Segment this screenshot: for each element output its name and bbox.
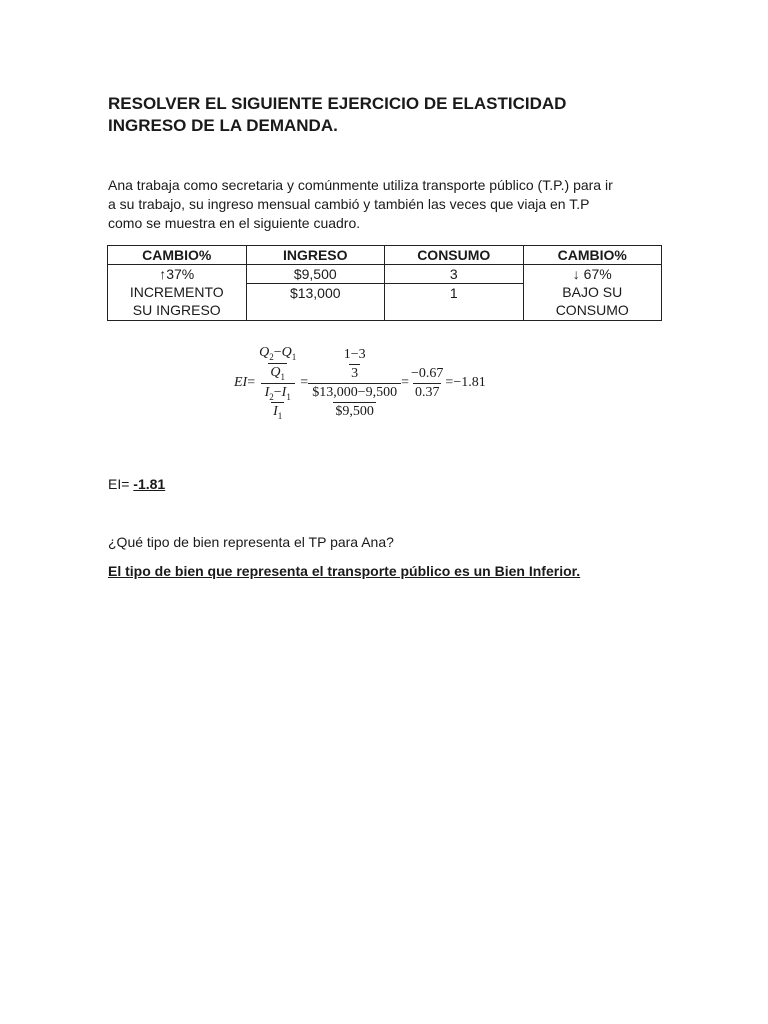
document-title	[108, 93, 668, 137]
q-subscript: 2	[269, 351, 274, 362]
formula-substituted-fraction	[308, 347, 401, 420]
header-income-change: CAMBIO%	[108, 246, 247, 265]
formula-income-denominator	[271, 402, 284, 421]
result-label: EI=	[108, 476, 130, 492]
formula-symbolic-fraction	[255, 345, 300, 421]
intro-line-3: como se muestra en el siguiente cuadro.	[108, 215, 361, 231]
formula-income-ratio	[261, 383, 295, 422]
elasticity-formula	[234, 345, 486, 421]
i-subscript: 2	[269, 391, 274, 402]
header-consumption-change: CAMBIO%	[523, 246, 662, 265]
i-symbol: I	[281, 384, 287, 400]
cell-consumption-2: 1	[385, 284, 524, 321]
intro-line-1: Ana trabaja como secretaria y comúnmente utiliza transporte público (T.P.) para ir	[108, 177, 613, 193]
formula-ratio-numerator: −0.67	[411, 365, 444, 381]
minus-sign: −	[273, 345, 282, 360]
minus-sign: −	[273, 384, 282, 400]
q-symbol: Q	[270, 364, 281, 380]
income-change-value: ↑37%	[159, 266, 195, 282]
consumption-change-value: ↓ 67%	[572, 266, 612, 282]
cell-consumption-change	[523, 265, 662, 321]
formula-quantity-fraction	[257, 345, 298, 382]
q-symbol: Q	[259, 345, 270, 360]
consumption-change-note-2: CONSUMO	[555, 302, 629, 318]
table-header-row	[108, 246, 662, 265]
elasticity-result	[108, 476, 165, 492]
i-symbol: I	[273, 404, 278, 420]
formula-sub-bottom-fraction	[310, 385, 399, 420]
title-line-2: INGRESO DE LA DEMANDA.	[108, 116, 338, 135]
formula-ratio-fraction	[409, 366, 445, 401]
i-subscript: 1	[277, 411, 283, 422]
formula-sub-top	[340, 347, 370, 383]
header-income: INGRESO	[246, 246, 385, 265]
income-change-note-1: INCREMENTO	[129, 284, 224, 300]
formula-equals: =	[300, 375, 309, 391]
result-value: -1.81	[133, 476, 166, 492]
formula-quantity-denominator	[268, 363, 287, 382]
formula-sub-bottom	[308, 383, 401, 420]
formula-income-numerator	[263, 385, 293, 403]
cell-consumption-1: 3	[385, 265, 524, 284]
formula-sub-bottom-numerator: $13,000−9,500	[312, 384, 398, 400]
formula-lhs: EI	[234, 375, 248, 391]
cell-income-1: $9,500	[246, 265, 385, 284]
q-symbol: Q	[281, 345, 292, 360]
answer-text: El tipo de bien que representa el transporte público es un Bien Inferior.	[108, 563, 581, 579]
formula-income-fraction	[263, 385, 293, 422]
formula-sub-top-numerator: 1−3	[343, 346, 366, 362]
formula-sub-bottom-denominator: $9,500	[335, 403, 374, 419]
i-symbol: I	[264, 384, 270, 400]
intro-paragraph	[108, 176, 668, 233]
formula-equals: =	[247, 375, 256, 391]
q-subscript: 1	[280, 371, 286, 382]
formula-result: −1.81	[453, 375, 486, 391]
formula-sub-top-denominator: 3	[351, 365, 359, 381]
formula-equals: =	[401, 375, 409, 391]
header-consumption: CONSUMO	[385, 246, 524, 265]
formula-quantity-ratio	[255, 345, 300, 383]
question-text: ¿Qué tipo de bien representa el TP para Ana?	[108, 534, 394, 550]
cell-income-2: $13,000	[246, 284, 385, 321]
data-table	[107, 245, 662, 321]
intro-line-2: a su trabajo, su ingreso mensual cambió y también las veces que viaja en T.P	[108, 196, 590, 212]
table-row	[108, 265, 662, 284]
consumption-change-note-1: BAJO SU	[562, 284, 623, 300]
i-subscript: 1	[286, 391, 291, 402]
formula-quantity-numerator	[257, 345, 298, 363]
formula-equals: =	[445, 375, 454, 391]
formula-sub-top-fraction	[342, 347, 368, 382]
formula-ratio-denominator: 0.37	[414, 384, 440, 400]
title-line-1: RESOLVER EL SIGUIENTE EJERCICIO DE ELASTICIDAD	[108, 94, 567, 113]
q-subscript: 1	[291, 351, 297, 362]
cell-income-change	[108, 265, 247, 321]
income-change-note-2: SU INGRESO	[132, 302, 221, 318]
